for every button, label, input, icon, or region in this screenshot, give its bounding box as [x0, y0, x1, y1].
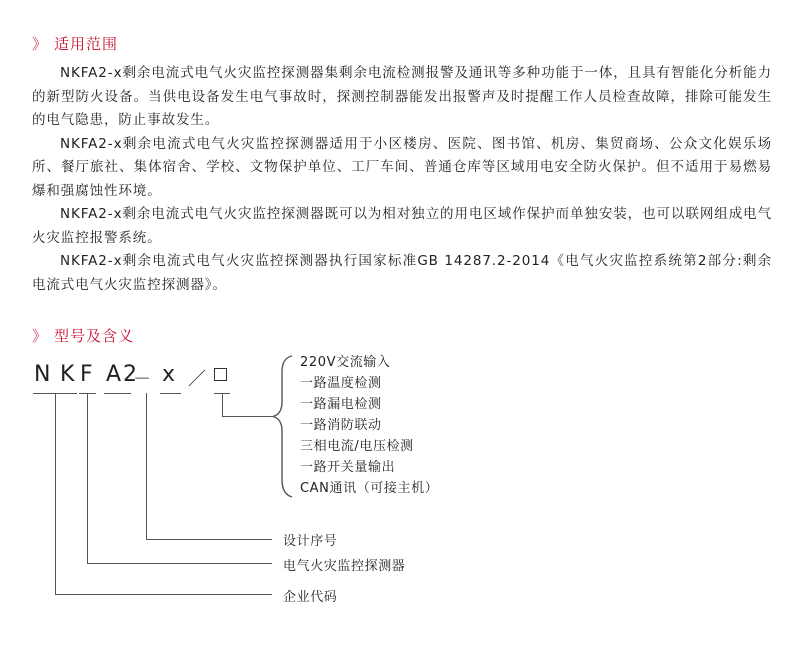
- scope-paragraph-1: NKFA2-x剩余电流式电气火灾监控探测器集剩余电流检测报警及通讯等多种功能于一体，且具有智能化分析能力的新型防火设备。当供电设备发生电气事故时，探测控制器能发出报警声及时提醒工作人员检查故障，排除可能发生的电气隐患，防止事故发生。: [32, 65, 772, 128]
- desc-product: 电气火灾监控探测器: [283, 559, 406, 574]
- code-slash: ／: [188, 369, 208, 390]
- code-a2: A2: [106, 362, 140, 387]
- option-list: [300, 352, 438, 499]
- desc-company: 企业代码: [283, 590, 338, 605]
- option-item: 一路消防联动: [300, 418, 382, 433]
- heading-mark: 》: [32, 35, 49, 53]
- scope-paragraph-4: NKFA2-x剩余电流式电气火灾监控探测器执行国家标准GB 14287.2-2014《电气火灾监控系统第2部分:剩余电流式电气火灾监控探测器》。: [32, 253, 772, 293]
- desc-design-no: 设计序号: [283, 534, 338, 549]
- scope-paragraph-3: NKFA2-x剩余电流式电气火灾监控探测器既可以为相对独立的用电区域作保护而单独安装，也可以联网组成电气火灾监控报警系统。: [32, 206, 772, 246]
- scope-paragraph-2: NKFA2-x剩余电流式电气火灾监控探测器适用于小区楼房、医院、图书馆、机房、集贸商场、公众文化娱乐场所、餐厅旅社、集体宿舍、学校、文物保护单位、工厂车间、普通仓库等区域用电安全防火保护。但不适用于易燃易爆和强腐蚀性环境。: [32, 135, 772, 199]
- option-item: 一路温度检测: [300, 376, 382, 391]
- heading-mark: 》: [32, 327, 49, 345]
- option-item: 一路开关量输出: [300, 460, 396, 475]
- code-dash: －: [133, 369, 153, 390]
- option-item: 一路漏电检测: [300, 397, 382, 412]
- model-title: 型号及含义: [54, 327, 135, 345]
- scope-title: 适用范围: [54, 35, 119, 53]
- option-item: CAN通讯（可接主机）: [300, 481, 439, 496]
- code-x: x: [162, 362, 178, 387]
- code-n: N: [34, 362, 53, 387]
- option-item: 三相电流/电压检测: [300, 439, 414, 454]
- options-brace: [273, 356, 292, 497]
- code-f: F: [80, 362, 95, 387]
- code-k: K: [60, 362, 77, 387]
- option-item: 220V交流输入: [300, 355, 391, 370]
